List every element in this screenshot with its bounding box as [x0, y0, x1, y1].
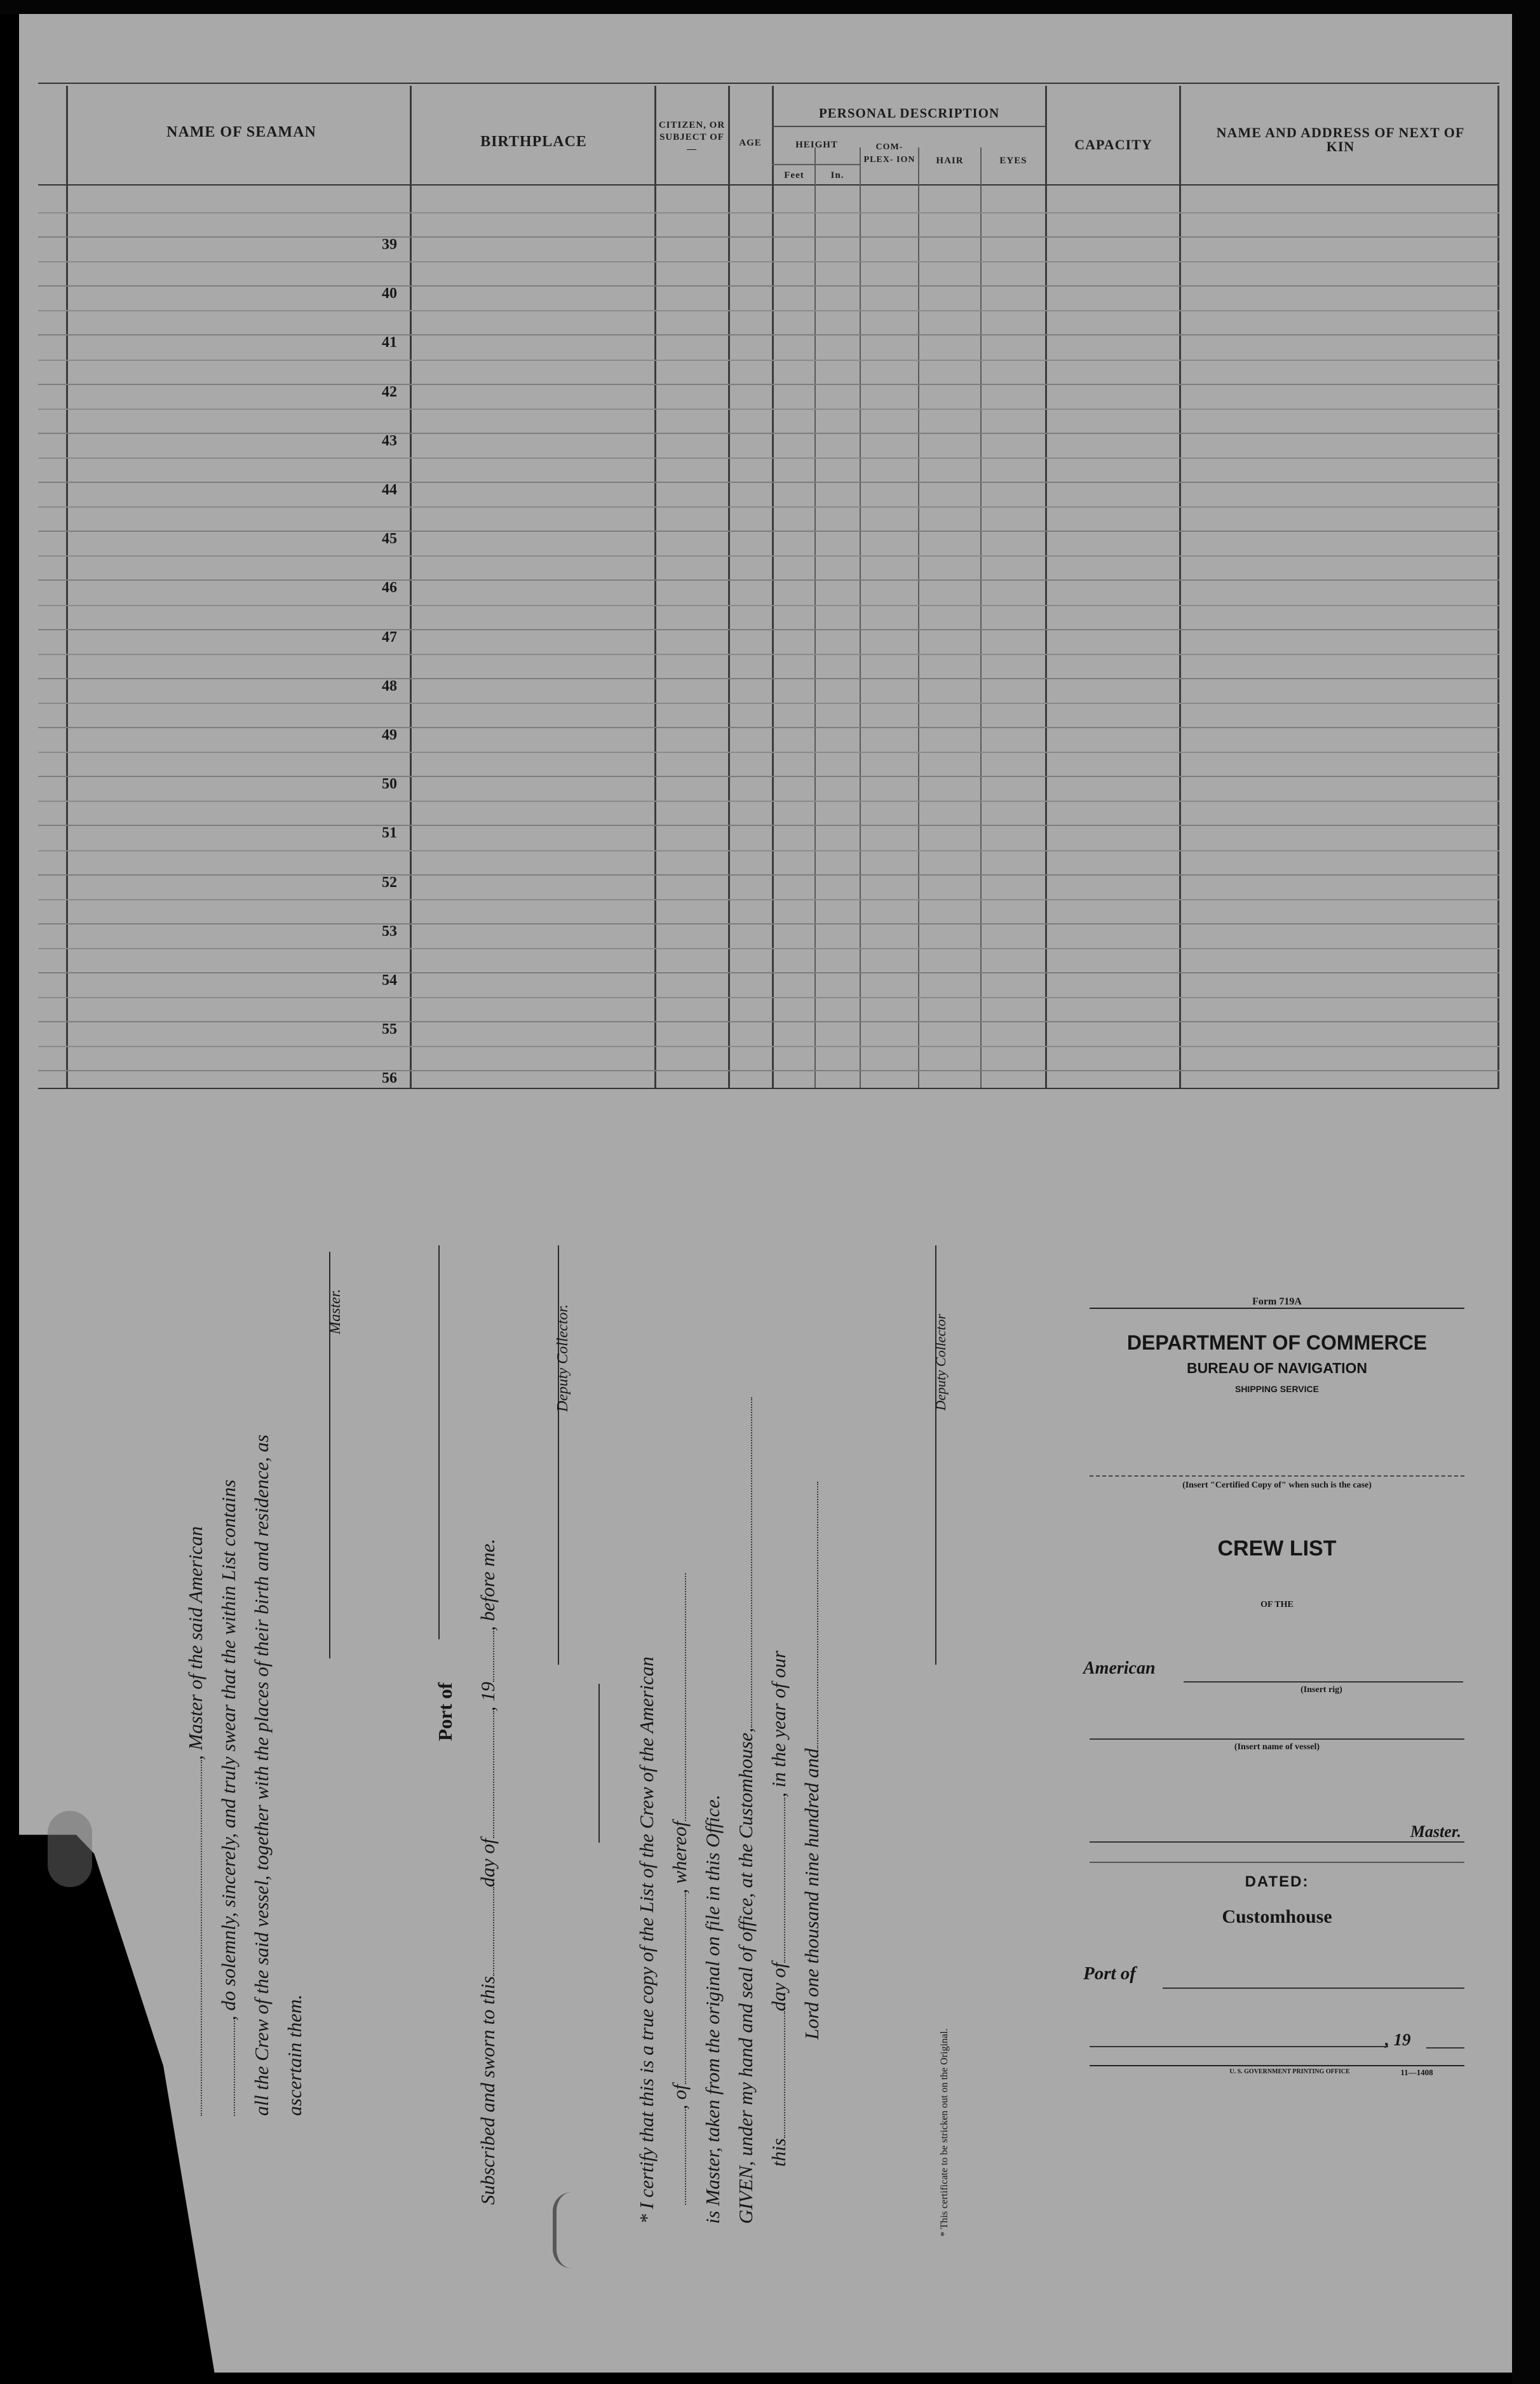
header-name-of-seaman: NAME OF SEAMAN	[166, 124, 316, 140]
shipping-service: SHIPPING SERVICE	[1234, 1384, 1319, 1394]
table-row-subline	[38, 752, 1499, 753]
table-row-subline	[38, 997, 1499, 998]
row-number: 51	[382, 825, 397, 842]
row-number: 42	[382, 383, 397, 400]
oath-line-4: ascertain them.	[283, 1994, 306, 2116]
row-number: 52	[382, 874, 397, 891]
of-the-label: OF THE	[1260, 1600, 1293, 1609]
deputy-collector-1: Deputy Collector.	[555, 1304, 571, 1412]
year-label: , 19	[1385, 2030, 1411, 2049]
table-row-subline	[38, 703, 1499, 704]
row-number: 40	[382, 285, 397, 302]
table-row-subline	[38, 212, 1499, 213]
row-number: 43	[382, 432, 397, 449]
table-row-subline	[38, 801, 1499, 802]
oath-line-1: , Master of the said American	[184, 1526, 207, 2116]
header-capacity: CAPACITY	[1074, 137, 1152, 152]
table-row	[38, 482, 1499, 483]
row-number: 46	[382, 579, 397, 597]
table-row-subline	[38, 605, 1499, 606]
row-number: 39	[382, 236, 397, 253]
customhouse-label: Customhouse	[1222, 1906, 1332, 1927]
table-row-subline	[38, 457, 1499, 459]
row-number: 53	[382, 923, 397, 940]
table-row-subline	[38, 899, 1499, 900]
table-row	[38, 531, 1499, 532]
form-number: Form 719A	[1252, 1296, 1302, 1307]
port-of-panel-label: Port of	[1083, 1963, 1136, 1984]
table-row-subline	[38, 1046, 1499, 1047]
table-row	[38, 825, 1499, 826]
port-of-label: Port of	[434, 1682, 456, 1741]
table-row	[38, 727, 1499, 728]
this-day-line: thisday of, in the year of our	[767, 1650, 790, 2167]
table-row	[38, 1070, 1499, 1071]
footnote: * This certificate to be stricken out on the Original.	[939, 2028, 950, 2237]
bureau-title: BUREAU OF NAVIGATION	[1186, 1360, 1368, 1376]
american-label: American	[1083, 1658, 1156, 1678]
oath-line-2: , do solemnly, sincerely, and truly swear that the within List contains	[217, 1480, 240, 2116]
header-feet: Feet	[784, 170, 804, 180]
table-row	[38, 678, 1499, 679]
master-taken-line: is Master, taken from the original on file in this Office.	[701, 1794, 724, 2224]
row-number: 49	[382, 727, 397, 743]
header-age: AGE	[739, 138, 762, 148]
header-next-of-kin: NAME AND ADDRESS OF NEXT OF KIN	[1216, 125, 1465, 154]
row-number: 50	[382, 776, 397, 793]
table-row-subline	[38, 261, 1499, 262]
table-row	[38, 579, 1499, 581]
table-row-subline	[38, 654, 1499, 655]
table-row	[38, 776, 1499, 777]
dated-label: DATED:	[1245, 1873, 1309, 1890]
insert-name-note: (Insert name of vessel)	[1234, 1742, 1320, 1752]
table-row-subline	[38, 850, 1499, 851]
scan-border-right	[1512, 0, 1540, 2384]
row-number: 56	[382, 1070, 397, 1087]
row-number: 48	[382, 677, 397, 694]
table-row	[38, 1021, 1499, 1022]
table-row	[38, 972, 1499, 973]
table-row-subline	[38, 555, 1499, 557]
crew-list-title: CREW LIST	[1217, 1536, 1337, 1561]
row-number: 54	[382, 972, 397, 989]
insert-rig-note: (Insert rig)	[1300, 1685, 1342, 1695]
oath-line-3: all the Crew of the said vessel, together with the places of their birth and residence, as	[250, 1434, 273, 2116]
scan-border-top	[0, 0, 1540, 14]
ink-blot	[48, 1811, 92, 1887]
stamp-mark	[553, 2192, 607, 2268]
given-line: GIVEN, under my hand and seal of office, at the Customhouse,	[734, 1397, 757, 2224]
master-signature-label: Master.	[327, 1289, 344, 1334]
certify-line: * I certify that this is a true copy of the List of the Crew of the American	[635, 1656, 658, 2224]
row-number: 47	[382, 628, 397, 646]
print-number: 11—1408	[1400, 2068, 1433, 2077]
header-inches: In.	[830, 170, 844, 180]
of-whereof-line: , of, whereof	[668, 1573, 691, 2205]
master-label: Master.	[1410, 1822, 1461, 1841]
table-row-subline	[38, 409, 1499, 410]
deputy-collector-2: Deputy Collector	[933, 1313, 949, 1411]
table-row-subline	[38, 506, 1499, 508]
table-row-subline	[38, 360, 1499, 361]
lord-line: Lord one thousand nine hundred and	[800, 1482, 823, 2040]
header-birthplace: BIRTHPLACE	[480, 133, 587, 150]
row-number: 41	[382, 334, 397, 351]
table-row-subline	[38, 310, 1499, 311]
table-row	[38, 334, 1499, 335]
row-number: 55	[382, 1021, 397, 1038]
table-row	[38, 923, 1499, 924]
table-row	[38, 285, 1499, 287]
header-hair: HAIR	[936, 156, 964, 166]
table-row	[38, 433, 1499, 434]
header-citizen: CITIZEN, OR SUBJECT OF—	[658, 120, 726, 154]
row-number: 44	[382, 482, 397, 498]
subscribed-line: Subscribed and sworn to thisday of, 19, before me.	[476, 1538, 499, 2205]
header-eyes: EYES	[999, 156, 1027, 166]
table-row	[38, 629, 1499, 630]
table-row	[38, 384, 1499, 385]
department-title: DEPARTMENT OF COMMERCE	[1126, 1331, 1428, 1354]
table-row-subline	[38, 948, 1499, 949]
printer-imprint: U. S. GOVERNMENT PRINTING OFFICE	[1229, 2068, 1350, 2075]
table-row	[38, 874, 1499, 876]
row-number: 45	[382, 531, 397, 548]
insert-certified-note: (Insert "Certified Copy of" when such is the case)	[1182, 1480, 1372, 1490]
header-personal-description: PERSONAL DESCRIPTION	[818, 105, 1000, 121]
table-row	[38, 236, 1499, 238]
header-complexion: COM- PLEX- ION	[863, 142, 915, 165]
header-height: HEIGHT	[795, 140, 838, 150]
